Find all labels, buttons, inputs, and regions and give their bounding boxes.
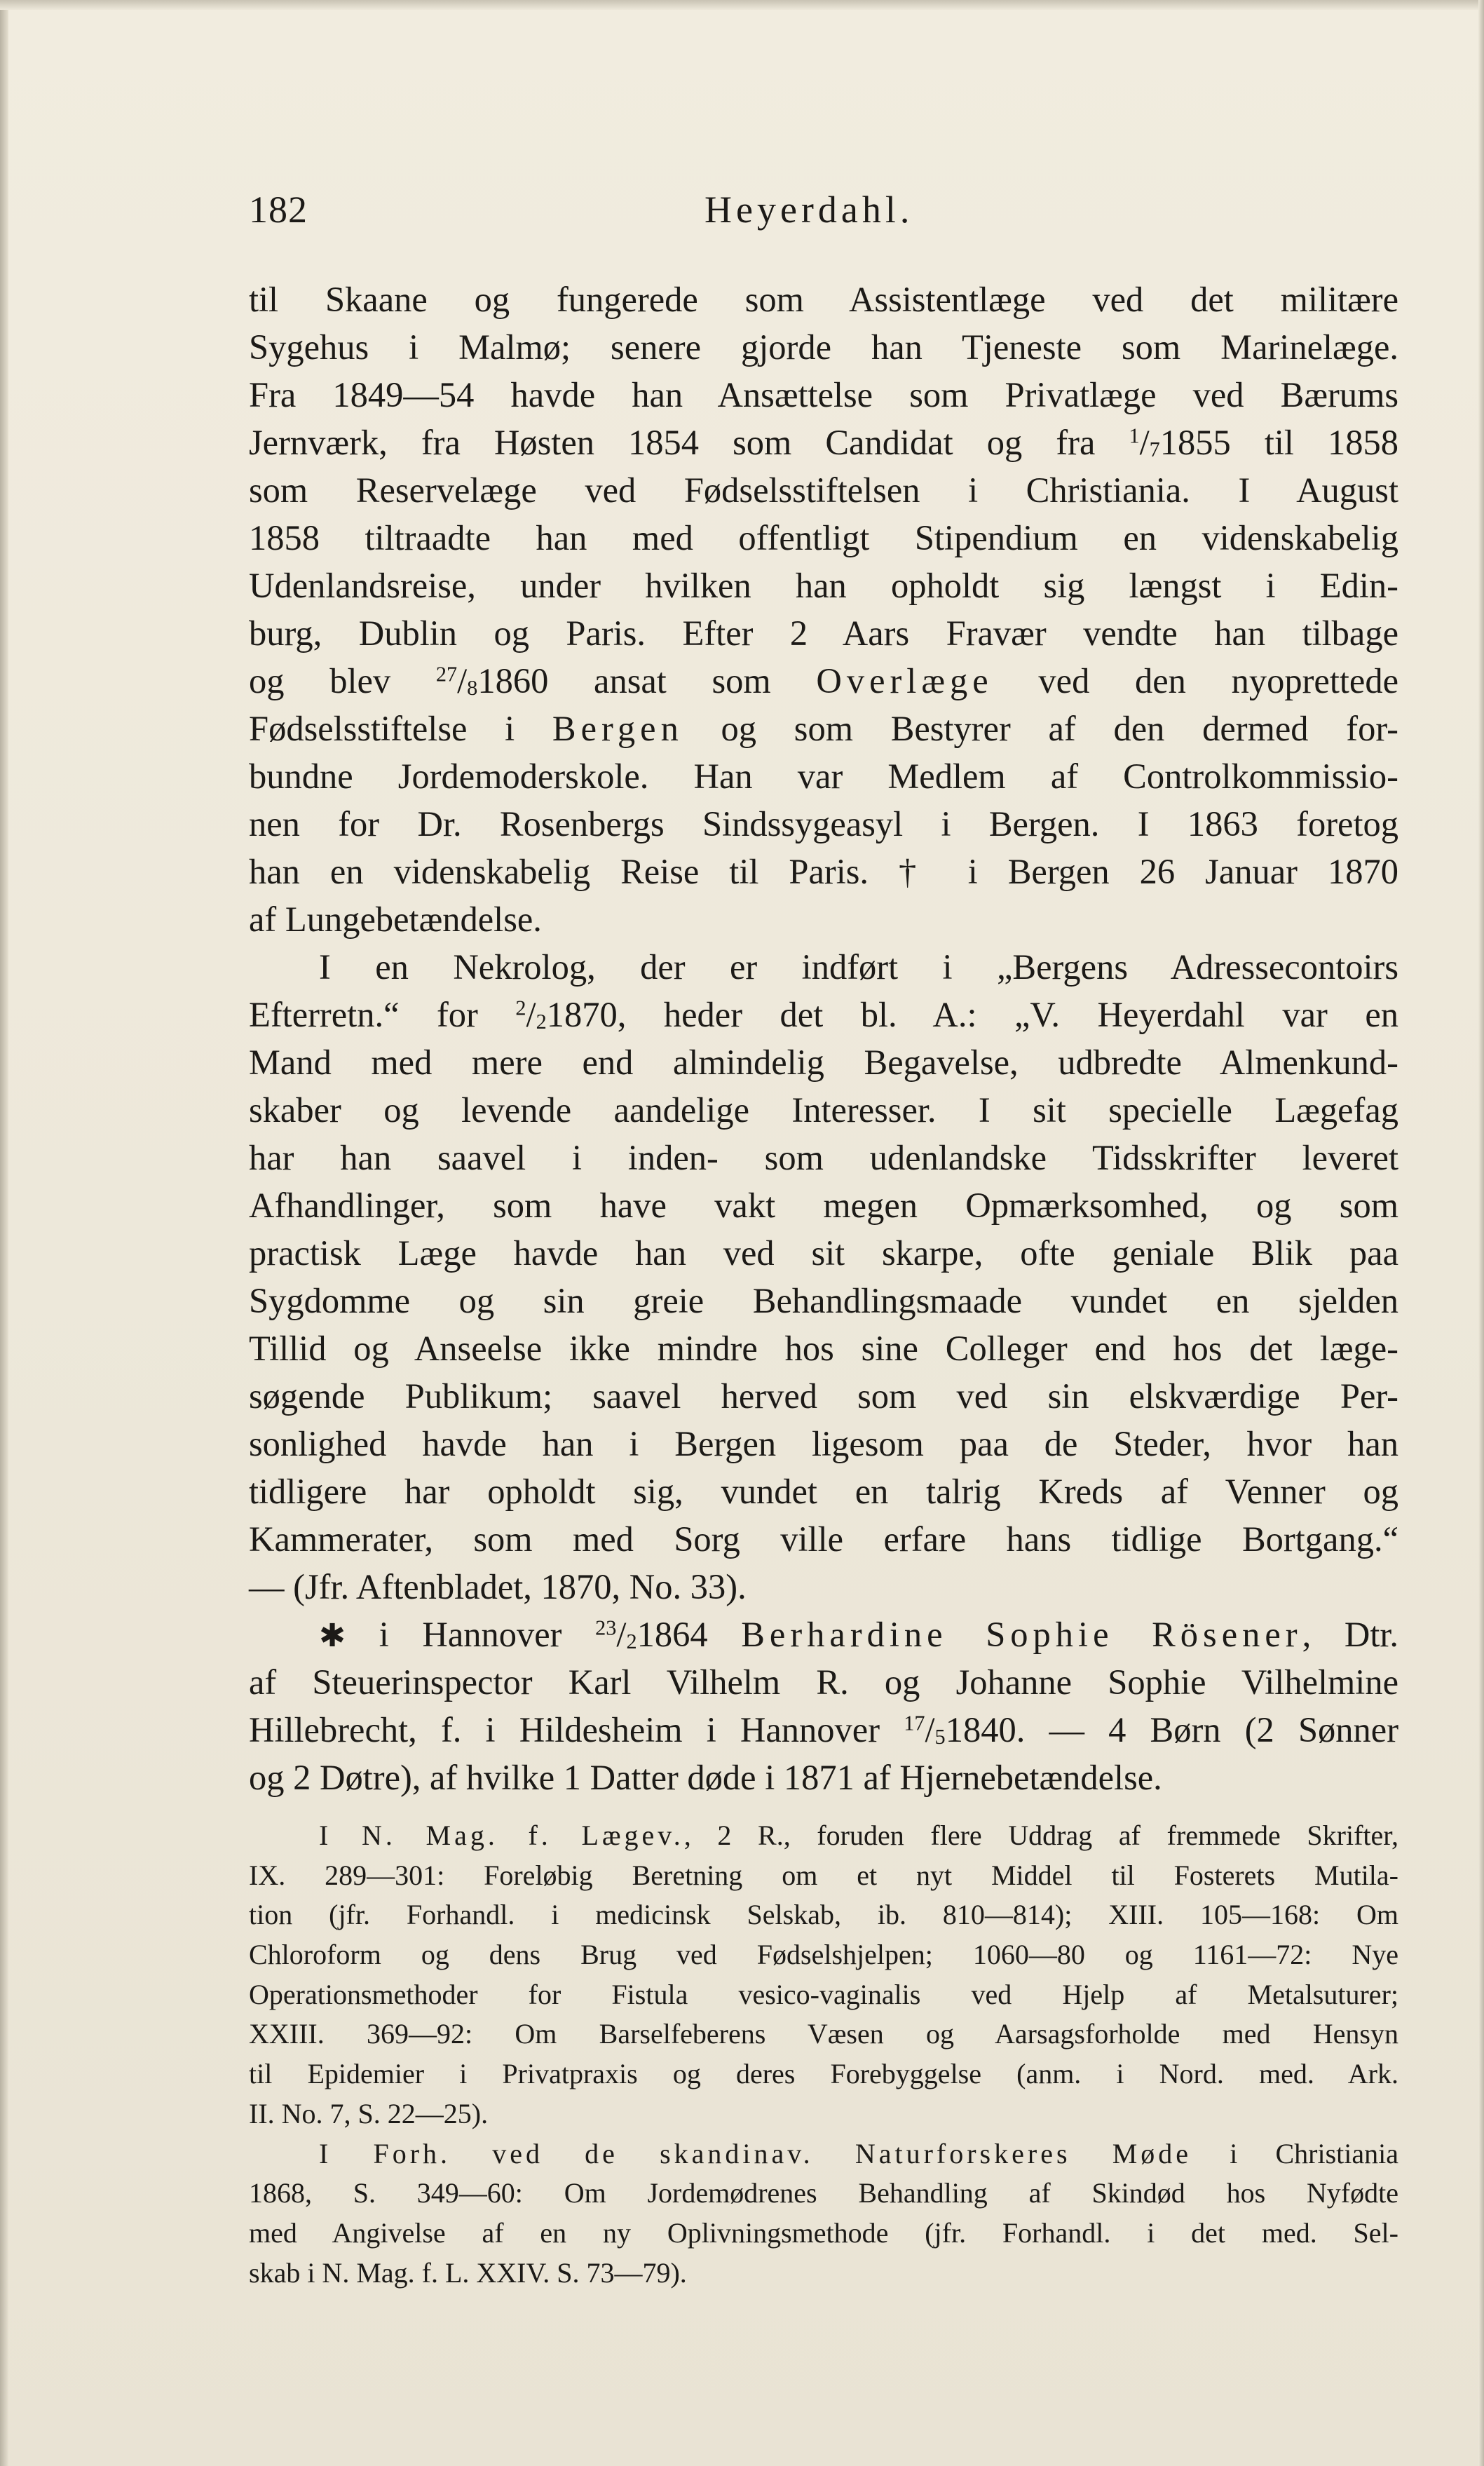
text-line: I en Nekrolog, der er indført i „Bergens Adressecontoirs — [319, 947, 1398, 987]
text-line: burg, Dublin og Paris. Efter 2 Aars Fravær vendte han tilbage — [249, 614, 1398, 653]
bib-line: tion (jfr. Forhandl. i medicinsk Selskab, ib. 810—814); XIII. 105—168: Om — [249, 1899, 1398, 1931]
bib-line: 1868, S. 349—60: Om Jordemødrenes Behandling af Skindød hos Nyfødte — [249, 2177, 1398, 2209]
date-numerator: 27 — [435, 662, 458, 686]
bib-line: Chloroform og dens Brug ved Fødselshjelpen; 1060—80 og 1161—72: Nye — [249, 1939, 1398, 1971]
text-line: har han saavel i inden- som udenlandske Tidsskrifter leveret — [249, 1138, 1398, 1177]
bib-line: med Angivelse af en ny Oplivningsmethode (jfr. Forhandl. i det med. Sel- — [249, 2216, 1398, 2249]
text-line: Efterretn.“ for $^2/_21870$, heder det bl. A.: „V. Heyerdahl var en — [249, 995, 1398, 1034]
text-line: practisk Læge havde han ved sit skarpe, ofte geniale Blik paa — [249, 1233, 1398, 1273]
text-line: nen for Dr. Rosenbergs Sindssygeasyl i Bergen. I 1863 foretog — [249, 804, 1398, 844]
text-line: han en videnskabelig Reise til Paris. † i Bergen 26 Januar 1870 — [249, 852, 1398, 891]
text-fragment: 1855 til 1858 — [1159, 423, 1398, 462]
date-denominator: 5 — [934, 1725, 946, 1749]
spaced-journal: I Forh. ved de skandinav. Naturforskeres Møde — [319, 2137, 1192, 2169]
bib-line: IX. 289—301: Foreløbig Beretning om et nyt Middel til Fosterets Mutila- — [249, 1859, 1398, 1891]
date-denominator: 2 — [536, 1010, 547, 1034]
text-fragment: Fødselsstiftelse i — [249, 709, 552, 748]
date-denominator: 8 — [467, 676, 478, 700]
text-fragment: 1870, heder det bl. A.: „V. Heyerdahl var en — [546, 995, 1398, 1034]
text-fragment: og som Bestyrer af den dermed for- — [683, 709, 1398, 748]
text-fragment: ved den nyoprettede — [993, 661, 1398, 700]
text-fragment: , Dtr. — [1302, 1615, 1399, 1654]
text-line: Mand med mere end almindelig Begavelse, udbredte Almenkund- — [249, 1043, 1398, 1082]
text-fragment: 1864 — [637, 1615, 742, 1654]
text-line: Afhandlinger, som have vakt megen Opmærksomhed, og som — [249, 1186, 1398, 1225]
date-numerator: 23 — [595, 1615, 617, 1640]
text-line: af Lungebetændelse. — [249, 900, 542, 939]
running-title: Heyerdahl. — [704, 189, 914, 231]
text-line: Sygdomme og sin greie Behandlingsmaade vundet en sjelden — [249, 1281, 1398, 1320]
text-line: sonlighed havde han i Bergen ligesom paa de Steder, hvor han — [249, 1424, 1398, 1463]
text-fragment: Efterretn.“ for — [249, 995, 516, 1034]
spaced-city: Bergen — [552, 709, 683, 748]
spaced-name: Berhardine Sophie Rösener — [741, 1615, 1302, 1654]
spaced-journal: I N. Mag. f. Lægev. — [319, 1820, 684, 1851]
text-line: Sygehus i Malmø; senere gjorde han Tjeneste som Marinelæge. — [249, 327, 1398, 367]
text-line: til Skaane og fungerede som Assistentlæge ved det militære — [249, 280, 1398, 319]
date-numerator: 2 — [515, 996, 526, 1020]
marriage-star-icon: ✱ — [319, 1617, 346, 1654]
bib-line: skab i N. Mag. f. L. XXIV. S. 73—79). — [249, 2256, 687, 2289]
text-line: søgende Publikum; saavel herved som ved sin elskværdige Per- — [249, 1376, 1398, 1416]
date-denominator: 2 — [626, 1630, 637, 1654]
bib-line: Operationsmethoder for Fistula vesico-vaginalis ved Hjelp af Metalsuturer; — [249, 1978, 1398, 2010]
marriage-line: af Steuerinspector Karl Vilhelm R. og Johanne Sophie Vilhelmine — [249, 1662, 1398, 1702]
text-line: Udenlandsreise, under hvilken han opholdt sig længst i Edin- — [249, 566, 1398, 605]
spaced-title: Overlæge — [816, 661, 993, 700]
date-numerator: 17 — [904, 1711, 925, 1735]
text-line: skaber og levende aandelige Interesser. I sit specielle Lægefag — [249, 1090, 1398, 1130]
bib-line: II. No. 7, S. 22—25). — [249, 2097, 489, 2129]
text-line: tidligere har opholdt sig, vundet en talrig Kreds af Venner og — [249, 1472, 1398, 1511]
page-left-edge-shadow — [0, 0, 8, 2466]
page-right-edge-shadow — [1478, 0, 1484, 2466]
text-line: Fra 1849—54 havde han Ansættelse som Privatlæge ved Bærums — [249, 375, 1398, 414]
page-top-edge-shadow — [0, 0, 1484, 10]
text-fragment: 1860 ansat som — [477, 661, 817, 700]
text-line: 1858 tiltraadte han med offentligt Stipendium en videnskabelig — [249, 518, 1398, 557]
marriage-line: ✱ i Hannover $^{23}/_21864$ Berhardine Sophie Rösener, Dtr. — [319, 1615, 1399, 1654]
text-line: bundne Jordemoderskole. Han var Medlem af Controlkommissio- — [249, 757, 1398, 796]
date-denominator: 7 — [1149, 438, 1160, 462]
text-fragment: i Hannover — [346, 1615, 596, 1654]
marriage-line: og 2 Døtre), af hvilke 1 Datter døde i 1871 af Hjernebetændelse. — [249, 1758, 1162, 1797]
bib-line: til Epidemier i Privatpraxis og deres Forebyggelse (anm. i Nord. med. Ark. — [249, 2058, 1398, 2090]
marriage-line: Hillebrecht, f. i Hildesheim i Hannover $^{17}/_51840$. — 4 Børn (2 Sønner — [249, 1710, 1399, 1749]
text-line: — (Jfr. Aftenbladet, 1870, No. 33). — [249, 1567, 747, 1606]
text-fragment: , 2 R., foruden flere Uddrag af fremmede Skrifter, — [683, 1820, 1398, 1851]
text-line: og blev $^{27}/_81860$ ansat som Overlæge ved den nyoprettede — [249, 661, 1398, 700]
page-number: 182 — [249, 189, 308, 231]
date-numerator: 1 — [1129, 424, 1140, 448]
text-line: Jernværk, fra Høsten 1854 som Candidat og fra $^1/_71855$ til 1858 — [249, 423, 1398, 462]
text-line: Tillid og Anseelse ikke mindre hos sine Colleger end hos det læge- — [249, 1329, 1398, 1368]
bib-line — [249, 2134, 1398, 2174]
text-fragment: Jernværk, fra Høsten 1854 som Candidat og fra — [249, 423, 1129, 462]
text-fragment: Hillebrecht, f. i Hildesheim i Hannover — [249, 1710, 904, 1749]
text-fragment: og blev — [249, 661, 436, 700]
text-fragment: 1840. — 4 Børn (2 Sønner — [945, 1710, 1399, 1749]
text-fragment: i Christiania — [1192, 2137, 1398, 2169]
bibliography — [249, 1816, 1398, 2293]
text-line: Kammerater, som med Sorg ville erfare hans tidlige Bortgang.“ — [249, 1519, 1398, 1559]
main-text — [249, 276, 1398, 1801]
bib-line: XXIII. 369—92: Om Barselfeberens Væsen og Aarsagsforholde med Hensyn — [249, 2018, 1398, 2050]
text-line: som Reservelæge ved Fødselsstiftelsen i Christiania. I August — [249, 470, 1398, 510]
bib-line — [249, 1816, 1398, 1856]
running-header — [249, 188, 1398, 237]
text-line — [249, 705, 1398, 752]
